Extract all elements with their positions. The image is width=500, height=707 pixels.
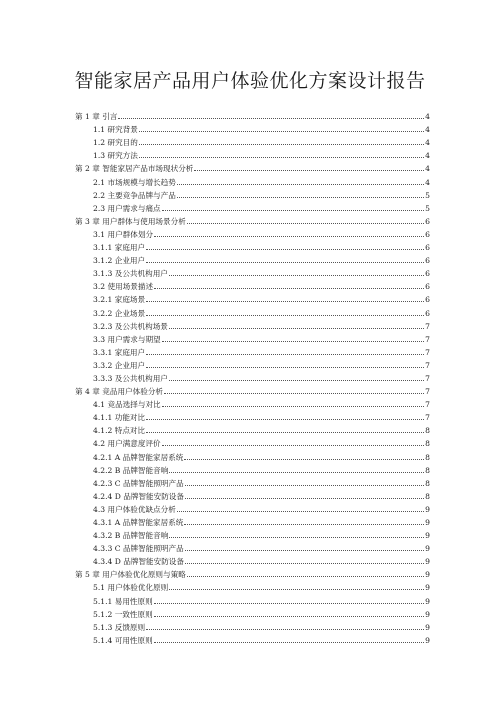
toc-dot-leader	[169, 380, 424, 381]
toc-dot-leader	[185, 485, 424, 486]
toc-section-entry[interactable]	[75, 606, 430, 619]
toc-page-number: 8	[425, 439, 430, 449]
toc-dot-leader	[185, 498, 424, 499]
toc-page-number: 7	[425, 400, 430, 410]
toc-section-entry[interactable]	[75, 409, 430, 422]
toc-dot-leader	[146, 419, 424, 420]
toc-section-entry[interactable]	[75, 252, 430, 265]
toc-page-number: 6	[425, 243, 430, 253]
toc-dot-leader	[169, 537, 424, 538]
toc-entry-label: 2.1 市场规模与增长趋势	[93, 177, 176, 187]
toc-dot-leader	[146, 262, 424, 263]
toc-section-entry[interactable]	[75, 370, 430, 383]
toc-page-number: 8	[425, 426, 430, 436]
toc-dot-leader	[187, 223, 424, 224]
toc-page-number: 4	[425, 112, 430, 122]
toc-page-number: 5	[425, 203, 430, 213]
toc-section-entry[interactable]	[75, 344, 430, 357]
toc-entry-label: 4.3.1 A 品牌智能家居系统	[93, 518, 184, 527]
toc-page-number: 6	[425, 282, 430, 292]
toc-dot-leader	[194, 170, 424, 171]
toc-entry-label: 5.1 用户体验优化原则	[93, 583, 169, 593]
toc-entry-label: 第 1 章 引言	[75, 112, 118, 122]
toc-dot-leader	[146, 367, 424, 368]
toc-page-number: 8	[425, 452, 430, 462]
toc-section-entry[interactable]	[75, 318, 430, 331]
toc-dot-leader	[169, 275, 424, 276]
toc-section-entry[interactable]	[75, 173, 430, 186]
toc-page-number: 7	[425, 360, 430, 370]
toc-dot-leader	[177, 197, 424, 198]
toc-chapter-entry[interactable]	[75, 566, 430, 579]
toc-entry-label: 4.3.3 C 品牌智能照明产品	[93, 544, 184, 554]
toc-dot-leader	[139, 144, 424, 145]
toc-dot-leader	[162, 406, 425, 407]
toc-page-number: 9	[425, 635, 430, 645]
toc-entry-label: 2.3 用户需求与痛点	[93, 203, 161, 213]
toc-chapter-entry[interactable]	[75, 213, 430, 226]
toc-dot-leader	[162, 341, 425, 342]
toc-section-entry[interactable]	[75, 592, 430, 605]
toc-entry-label: 3.2.1 家庭场景	[93, 295, 146, 305]
toc-dot-leader	[154, 642, 424, 643]
toc-section-entry[interactable]	[75, 475, 430, 488]
toc-section-entry[interactable]	[75, 291, 430, 304]
toc-page-number: 7	[425, 373, 430, 383]
toc-page-number: 6	[425, 308, 430, 318]
toc-page-number: 6	[425, 216, 430, 226]
toc-dot-leader	[184, 459, 424, 460]
toc-page-number: 9	[425, 504, 430, 514]
toc-section-entry[interactable]	[75, 357, 430, 370]
toc-page-number: 9	[425, 583, 430, 593]
toc-entry-label: 4.2.1 A 品牌智能家居系统	[93, 452, 184, 462]
toc-page-number: 8	[425, 491, 430, 501]
toc-entry-label: 3.1.1 家庭用户	[93, 243, 146, 253]
toc-dot-leader	[177, 511, 424, 512]
toc-dot-leader	[154, 236, 424, 237]
toc-section-entry[interactable]	[75, 632, 430, 645]
toc-entry-label: 1.3 研究方法	[93, 151, 138, 161]
toc-section-entry[interactable]	[75, 187, 430, 200]
toc-dot-leader	[162, 210, 425, 211]
toc-page-number: 6	[425, 229, 430, 239]
table-of-contents	[75, 108, 430, 645]
toc-dot-leader	[164, 393, 424, 394]
toc-entry-label: 4.3 用户体验优缺点分析	[93, 504, 176, 514]
toc-page-number: 4	[425, 125, 430, 135]
toc-section-entry[interactable]	[75, 147, 430, 160]
toc-page-number: 7	[425, 413, 430, 423]
toc-section-entry[interactable]	[75, 200, 430, 213]
toc-entry-label: 5.1.2 一致性原则	[93, 609, 153, 619]
toc-entry-label: 4.2 用户满意度评价	[93, 439, 161, 449]
toc-section-entry[interactable]	[75, 265, 430, 278]
toc-dot-leader	[146, 315, 424, 316]
toc-entry-label: 第 4 章 竞品用户体验分析	[75, 387, 164, 397]
toc-entry-label: 5.1.3 反馈原则	[93, 622, 146, 632]
toc-entry-label: 3.3.1 家庭用户	[93, 347, 146, 357]
toc-dot-leader	[154, 616, 424, 617]
toc-dot-leader	[169, 328, 424, 329]
toc-entry-label: 第 2 章 智能家居产品市场现状分析	[75, 164, 194, 174]
toc-entry-label: 4.1 竞品选择与对比	[93, 400, 161, 410]
toc-chapter-entry[interactable]	[75, 383, 430, 396]
toc-entry-label: 3.3 用户需求与期望	[93, 334, 161, 344]
toc-page-number: 9	[425, 570, 430, 580]
toc-section-entry[interactable]	[75, 331, 430, 344]
toc-entry-label: 3.2.3 及公共机构场景	[93, 321, 168, 331]
toc-entry-label: 4.1.1 功能对比	[93, 413, 146, 423]
toc-page-number: 9	[425, 596, 430, 606]
toc-entry-label: 第 3 章 用户群体与使用场景分析	[75, 216, 186, 226]
toc-entry-label: 3.1.3 及公共机构用户	[93, 269, 168, 279]
toc-section-entry[interactable]	[75, 501, 430, 514]
toc-section-entry[interactable]	[75, 435, 430, 448]
toc-entry-label: 5.1.4 可用性原则	[93, 635, 153, 645]
toc-dot-leader	[146, 629, 424, 630]
toc-section-entry[interactable]	[75, 226, 430, 239]
toc-page-number: 7	[425, 347, 430, 357]
toc-page-number: 9	[425, 557, 430, 567]
toc-dot-leader	[154, 288, 424, 289]
toc-dot-leader	[185, 550, 424, 551]
toc-page-number: 4	[425, 177, 430, 187]
toc-section-entry[interactable]	[75, 462, 430, 475]
toc-page-number: 9	[425, 544, 430, 554]
toc-dot-leader	[187, 576, 424, 577]
document-title: 智能家居产品用户体验优化方案设计报告	[74, 70, 426, 92]
toc-section-entry[interactable]	[75, 304, 430, 317]
toc-entry-label: 4.2.3 C 品牌智能照明产品	[93, 478, 184, 488]
toc-section-entry[interactable]	[75, 514, 430, 527]
toc-page-number: 9	[425, 518, 430, 527]
toc-entry-label: 第 5 章 用户体验优化原则与策略	[75, 570, 186, 580]
toc-page-number: 7	[425, 387, 430, 397]
toc-page-number: 4	[425, 138, 430, 148]
toc-entry-label: 4.3.4 D 品牌智能安防设备	[93, 557, 184, 567]
toc-entry-label: 3.1.2 企业用户	[93, 256, 146, 266]
toc-dot-leader	[154, 603, 424, 604]
toc-dot-leader	[146, 432, 424, 433]
toc-dot-leader	[184, 524, 424, 525]
toc-entry-label: 1.2 研究目的	[93, 138, 138, 148]
toc-page-number: 9	[425, 609, 430, 619]
toc-page-number: 8	[425, 465, 430, 475]
toc-section-entry[interactable]	[75, 527, 430, 540]
toc-section-entry[interactable]	[75, 121, 430, 134]
toc-dot-leader	[169, 589, 424, 590]
toc-entry-label: 5.1.1 易用性原则	[93, 596, 153, 606]
toc-entry-label: 3.1 用户群体划分	[93, 229, 154, 239]
toc-dot-leader	[146, 354, 424, 355]
toc-page-number: 5	[425, 190, 430, 200]
toc-page-number: 6	[425, 256, 430, 266]
toc-entry-label: 1.1 研究背景	[93, 125, 138, 135]
toc-entry-label: 4.2.2 B 品牌智能音响	[93, 465, 169, 475]
toc-section-entry[interactable]	[75, 278, 430, 291]
toc-entry-label: 4.3.2 B 品牌智能音响	[93, 531, 169, 541]
toc-page-number: 4	[425, 164, 430, 174]
toc-dot-leader	[169, 472, 424, 473]
toc-entry-label: 2.2 主要竞争品牌与产品	[93, 190, 176, 200]
toc-section-entry[interactable]	[75, 553, 430, 566]
toc-dot-leader	[162, 445, 425, 446]
toc-page-number: 4	[425, 151, 430, 161]
toc-dot-leader	[146, 301, 424, 302]
toc-chapter-entry[interactable]	[75, 160, 430, 173]
toc-chapter-entry[interactable]	[75, 108, 430, 121]
toc-dot-leader	[146, 249, 424, 250]
toc-page-number: 6	[425, 269, 430, 279]
toc-section-entry[interactable]	[75, 579, 430, 592]
toc-section-entry[interactable]	[75, 134, 430, 147]
toc-section-entry[interactable]	[75, 448, 430, 461]
toc-dot-leader	[177, 184, 424, 185]
toc-section-entry[interactable]	[75, 396, 430, 409]
toc-dot-leader	[118, 118, 424, 119]
toc-entry-label: 4.2.4 D 品牌智能安防设备	[93, 491, 184, 501]
toc-section-entry[interactable]	[75, 488, 430, 501]
toc-section-entry[interactable]	[75, 619, 430, 632]
toc-page-number: 6	[425, 295, 430, 305]
toc-section-entry[interactable]	[75, 239, 430, 252]
toc-dot-leader	[185, 563, 424, 564]
toc-dot-leader	[139, 157, 424, 158]
toc-entry-label: 4.1.2 特点对比	[93, 426, 146, 436]
toc-entry-label: 3.3.2 企业用户	[93, 360, 146, 370]
toc-page-number: 8	[425, 478, 430, 488]
toc-page-number: 7	[425, 334, 430, 344]
toc-section-entry[interactable]	[75, 540, 430, 553]
toc-page-number: 9	[425, 622, 430, 632]
toc-entry-label: 3.2 使用场景描述	[93, 282, 154, 292]
toc-entry-label: 3.3.3 及公共机构用户	[93, 373, 168, 383]
toc-dot-leader	[139, 131, 424, 132]
toc-section-entry[interactable]	[75, 422, 430, 435]
toc-entry-label: 3.2.2 企业场景	[93, 308, 146, 318]
toc-page-number: 9	[425, 531, 430, 541]
toc-page-number: 7	[425, 321, 430, 331]
